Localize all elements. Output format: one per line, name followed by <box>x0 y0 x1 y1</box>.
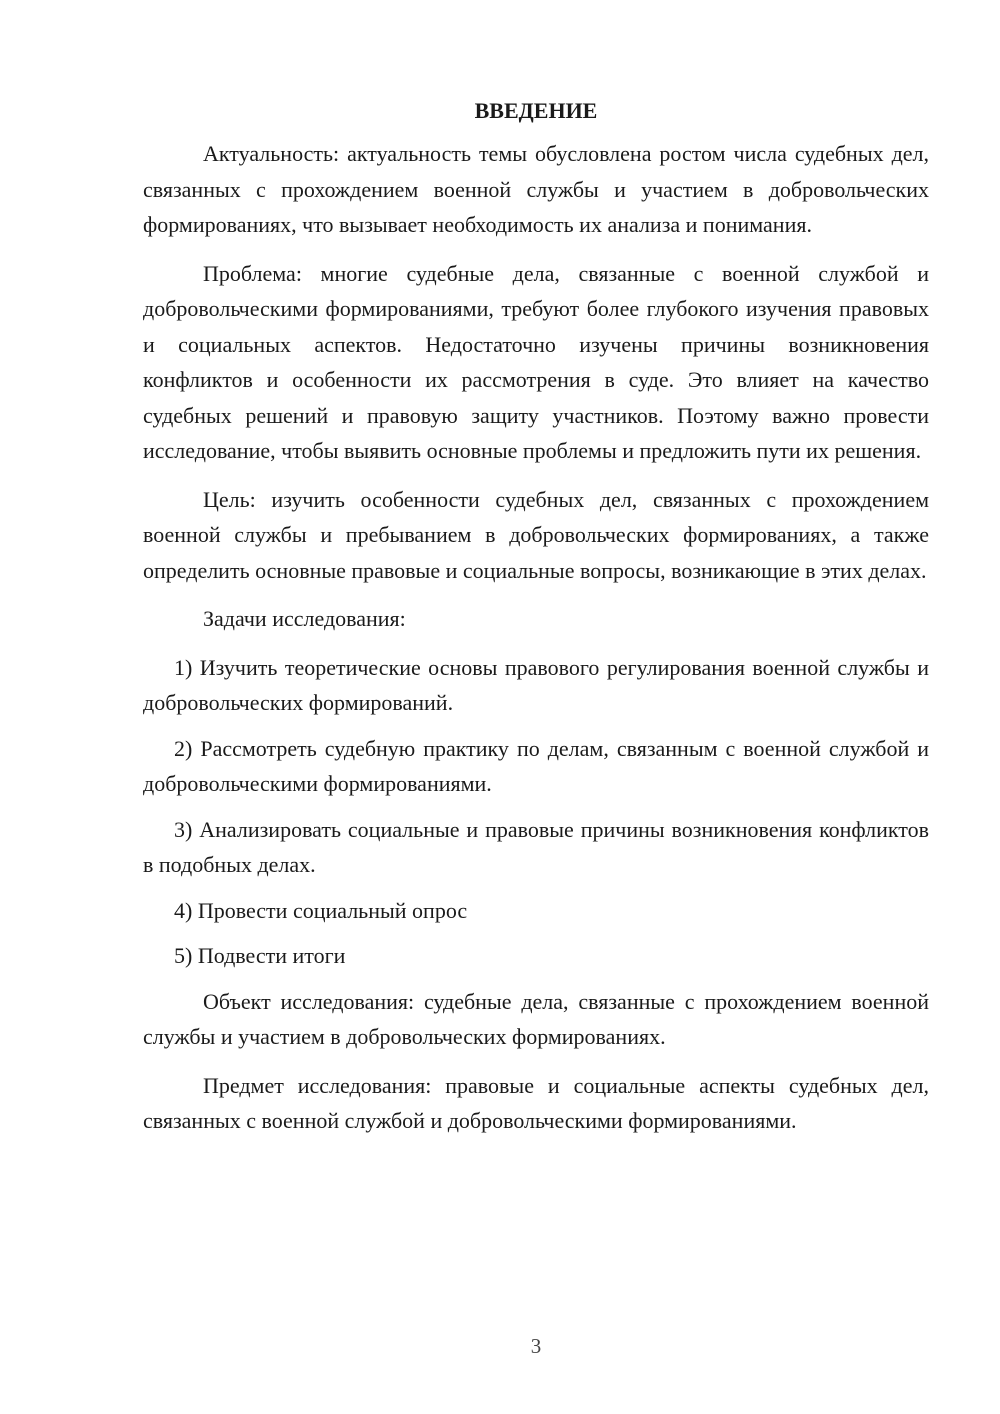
page-number: 3 <box>530 1334 542 1358</box>
problem-paragraph: Проблема: многие судебные дела, связанные с военной службой и добровольческими формированиями, требуют более глубокого изучения правовых и социальных аспектов. Недостаточно изучены причины возникновения конфликтов и особенности их рассмотрения в суде. Это влияет на качество судебных решений и правовую защиту участников. Поэтому важно провести исследование, чтобы выявить основные проблемы и предложить пути их решения. <box>143 260 929 463</box>
task-item-4: 4) Провести социальный опрос <box>174 897 468 923</box>
task-item-3: 3) Анализировать социальные и правовые причины возникновения конфликтов в подобных делах. <box>143 816 929 877</box>
task-item-5: 5) Подвести итоги <box>174 943 346 968</box>
goal-paragraph: Цель: изучить особенности судебных дел, связанных с прохождением военной службы и пребыванием в добровольческих формированиях, а также определить основные правовые и социальные вопросы, возникающие в этих делах. <box>143 486 929 583</box>
relevance-paragraph: Актуальность: актуальность темы обусловлена ростом числа судебных дел, связанных с прохождением военной службы и участием в добровольческих формированиях, что вызывает необходимость их анализа и понимания. <box>143 141 929 237</box>
subject-paragraph: Предмет исследования: правовые и социальные аспекты судебных дел, связанных с военной службой и добровольческими формированиями. <box>143 1072 929 1133</box>
section-heading: ВВЕДЕНИЕ <box>474 98 598 123</box>
object-paragraph: Объект исследования: судебные дела, связанные с прохождением военной службы и участием в добровольческих формированиях. <box>143 988 929 1049</box>
page-content <box>143 96 929 1152</box>
task-item-2: 2) Рассмотреть судебную практику по делам, связанным с военной службой и добровольческими формированиями. <box>143 735 929 796</box>
task-item-1: 1) Изучить теоретические основы правового регулирования военной службы и добровольческих формирований. <box>143 654 929 715</box>
tasks-heading: Задачи исследования: <box>203 606 406 631</box>
